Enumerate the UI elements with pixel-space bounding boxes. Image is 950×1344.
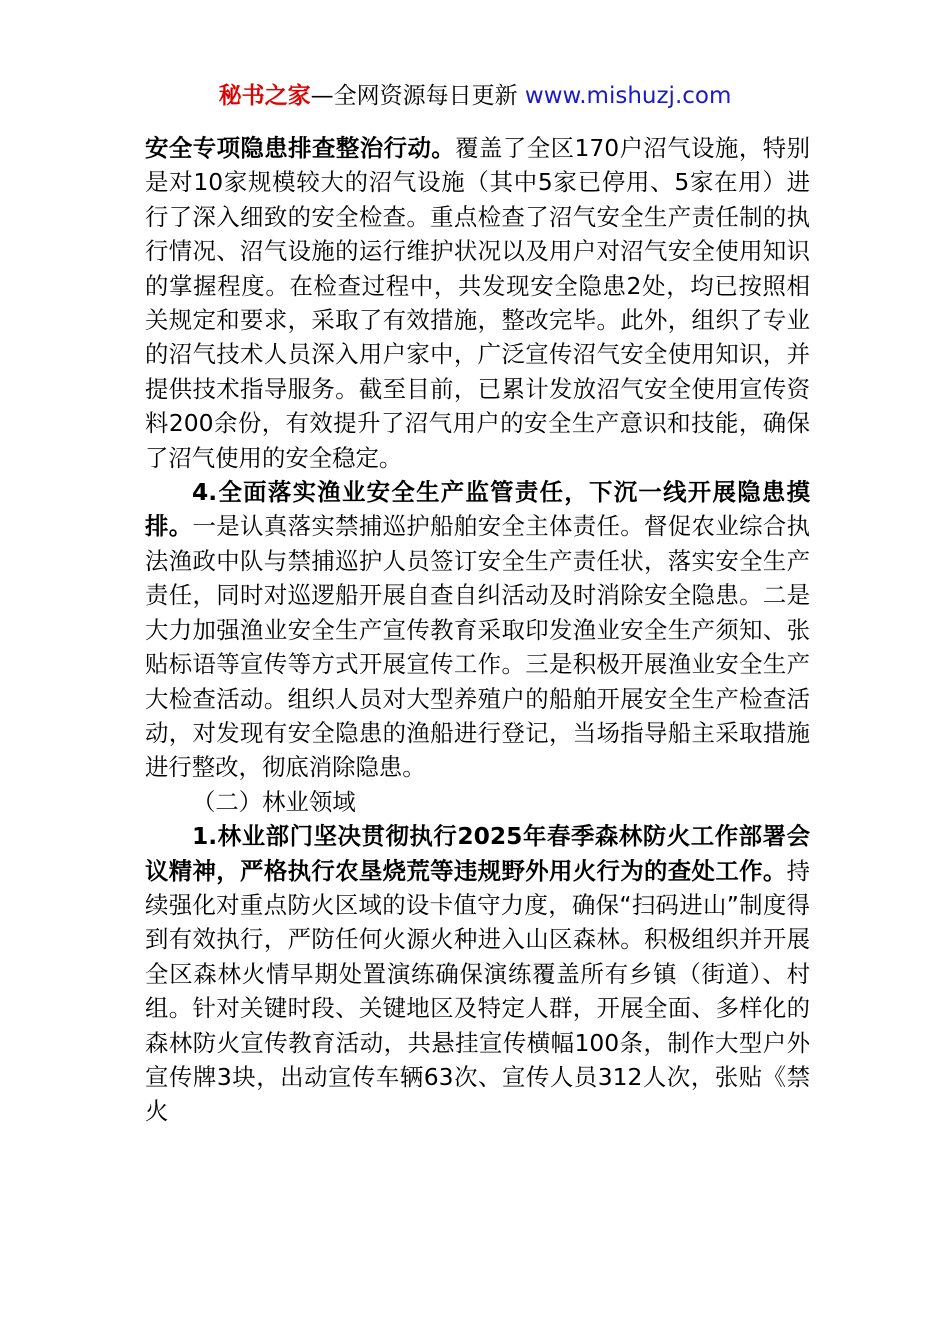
section-heading-forestry (145, 785, 810, 819)
paragraph-fishery-safety (145, 475, 810, 785)
paragraph-text: 一是认真落实禁捕巡护船舶安全主体责任。督促农业综合执法渔政中队与禁捕巡护人员签订安全生产责任状，落实安全生产责任，同时对巡逻船开展自查自纠活动及时消除安全隐患。二是大力加强渔业安全生产宣传教育采取印发渔业安全生产须知、张贴标语等宣传等方式开展宣传工作。三是积极开展渔业安全生产大检查活动。组织人员对大型养殖户的船舶开展安全生产检查活动，对发现有安全隐患的渔船进行登记，当场指导船主采取措施进行整改，彻底消除隐患。 (145, 512, 811, 782)
header-tagline: —全网资源每日更新 (310, 83, 518, 109)
paragraph-forest-fire-prevention (145, 819, 810, 1129)
paragraph-heading: 安全专项隐患排查整治行动。 (145, 134, 456, 162)
document-body (145, 131, 810, 1129)
page-header (0, 80, 950, 112)
section-heading-text: （二）林业领域 (192, 787, 356, 816)
brand-name: 秘书之家 (218, 83, 311, 109)
paragraph-heading: 1.林业部门坚决贯彻执行2025年春季森林防火工作部署会议精神，严格执行农垦烧荒等违规野外用火行为的查处工作。 (145, 822, 810, 885)
paragraph-text: 覆盖了全区170户沼气设施，特别是对10家规模较大的沼气设施（其中5家已停用、5家在用）进行了深入细致的安全检查。重点检查了沼气安全生产责任制的执行情况、沼气设施的运行维护状况以及用户对沼气安全使用知识的掌握程度。在检查过程中，共发现安全隐患2处，均已按照相关规定和要求，采取了有效措施，整改完毕。此外，组织了专业的沼气技术人员深入用户家中，广泛宣传沼气安全使用知识，并提供技术指导服务。截至目前，已累计发放沼气安全使用宣传资料200余份，有效提升了沼气用户的安全生产意识和技能，确保了沼气使用的安全稳定。 (145, 134, 810, 472)
paragraph-heading: 4.全面落实渔业安全生产监管责任，下沉一线开展隐患摸排。 (145, 478, 810, 541)
paragraph-biogas-inspection (145, 131, 810, 475)
paragraph-text: 持续强化对重点防火区域的设卡值守力度，确保“扫码进山”制度得到有效执行，严防任何火源火种进入山区森林。积极组织并开展全区森林火情早期处置演练确保演练覆盖所有乡镇（街道）、村组。针对关键时段、关键地区及特定人群，开展全面、多样化的森林防火宣传教育活动，共悬挂宣传横幅100条，制作大型户外宣传牌3块，出动宣传车辆63次、宣传人员312人次，张贴《禁火 (145, 856, 810, 1126)
website-link[interactable]: www.mishuzj.com (524, 83, 732, 109)
